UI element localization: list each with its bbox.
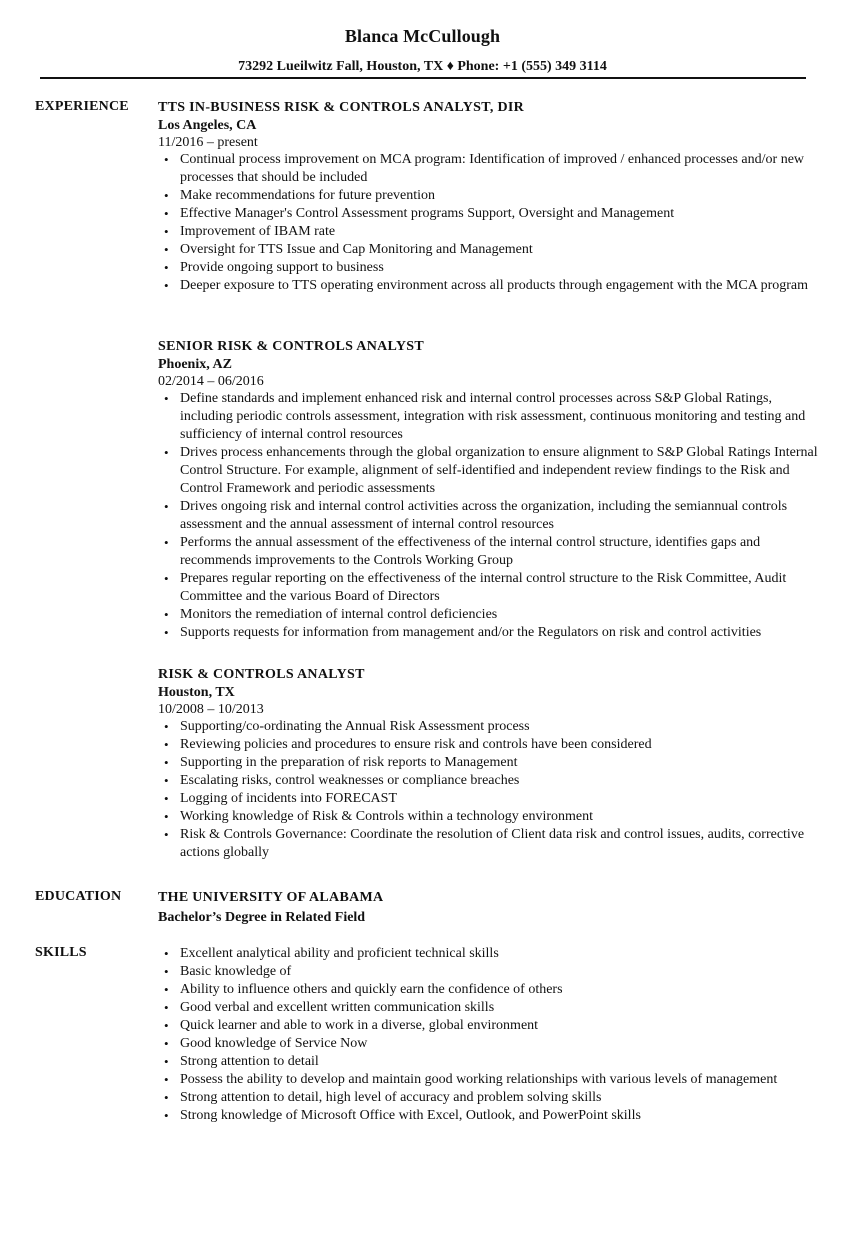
list-item: • Excellent analytical ability and proficient technical skills (180, 945, 818, 963)
job-title: RISK & CONTROLS ANALYST (158, 667, 365, 682)
job-location: Phoenix, AZ (158, 357, 232, 372)
job-dates: 10/2008 – 10/2013 (158, 702, 264, 717)
job-bullets (158, 390, 818, 642)
list-item: • Strong attention to detail, high level of accuracy and problem solving skills (180, 1089, 818, 1107)
job-bullets (158, 151, 818, 295)
list-item: • Good verbal and excellent written communication skills (180, 999, 818, 1017)
section-title-skills: SKILLS (35, 945, 87, 960)
list-item: • Provide ongoing support to business (180, 259, 818, 277)
list-item: • Good knowledge of Service Now (180, 1035, 818, 1053)
list-item: • Continual process improvement on MCA program: Identification of improved / enhanced processes and/or new processes that should be included (180, 151, 818, 187)
degree: Bachelor’s Degree in Related Field (158, 910, 366, 925)
list-item: • Oversight for TTS Issue and Cap Monitoring and Management (180, 241, 818, 259)
job-title: TTS IN-BUSINESS RISK & CONTROLS ANALYST, DIR (158, 100, 525, 115)
job-location: Houston, TX (158, 685, 235, 700)
list-item: • Risk & Controls Governance: Coordinate the resolution of Client data risk and control issues, audits, corrective actions globally (180, 826, 818, 862)
list-item: • Logging of incidents into FORECAST (180, 790, 818, 808)
section-title-education: EDUCATION (35, 889, 122, 904)
list-item: • Strong knowledge of Microsoft Office with Excel, Outlook, and PowerPoint skills (180, 1107, 818, 1125)
list-item: • Supporting/co-ordinating the Annual Risk Assessment process (180, 718, 818, 736)
list-item: • Drives process enhancements through the global organization to ensure alignment to S&P Global Ratings Internal Control Structure. For example, alignment of self-identified and independent review findings to the Risk and Control Framework and periodic assessments (180, 444, 818, 498)
list-item: • Reviewing policies and procedures to ensure risk and controls have been considered (180, 736, 818, 754)
list-item: • Improvement of IBAM rate (180, 223, 818, 241)
list-item: • Basic knowledge of (180, 963, 818, 981)
candidate-name: Blanca McCullough (344, 26, 501, 46)
list-item: • Strong attention to detail (180, 1053, 818, 1071)
skills-bullets (158, 945, 818, 1125)
education-entry (158, 889, 818, 927)
list-item: • Quick learner and able to work in a diverse, global environment (180, 1017, 818, 1035)
list-item: • Ability to influence others and quickly earn the confidence of others (180, 981, 818, 999)
job-dates: 02/2014 – 06/2016 (158, 374, 264, 389)
list-item: • Possess the ability to develop and maintain good working relationships with various levels of management (180, 1071, 818, 1089)
contact-line: 73292 Lueilwitz Fall, Houston, TX ♦ Phone: +1 (555) 349 3114 (238, 59, 607, 74)
job-entry (158, 666, 818, 862)
list-item: • Make recommendations for future prevention (180, 187, 818, 205)
list-item: • Prepares regular reporting on the effectiveness of the internal control structure to the Risk Committee, Audit Committee and the various Board of Directors (180, 570, 818, 606)
job-dates: 11/2016 – present (158, 135, 258, 150)
section-title-experience: EXPERIENCE (35, 99, 129, 114)
list-item: • Supporting in the preparation of risk reports to Management (180, 754, 818, 772)
job-title: SENIOR RISK & CONTROLS ANALYST (158, 339, 424, 354)
list-item: • Performs the annual assessment of the effectiveness of the internal control structure, identifies gaps and recommends improvements to the Controls Working Group (180, 534, 818, 570)
school-name: THE UNIVERSITY OF ALABAMA (158, 890, 384, 905)
job-entry (158, 99, 818, 295)
list-item: • Supports requests for information from management and/or the Regulators on risk and control activities (180, 624, 818, 642)
list-item: • Escalating risks, control weaknesses or compliance breaches (180, 772, 818, 790)
list-item: • Deeper exposure to TTS operating environment across all products through engagement with the MCA program (180, 277, 818, 295)
list-item: • Effective Manager's Control Assessment programs Support, Oversight and Management (180, 205, 818, 223)
list-item: • Monitors the remediation of internal control deficiencies (180, 606, 818, 624)
list-item: • Drives ongoing risk and internal control activities across the organization, including the semiannual controls assessment and the annual assessment of internal control resources (180, 498, 818, 534)
job-location: Los Angeles, CA (158, 118, 257, 133)
job-entry (158, 338, 818, 642)
job-bullets (158, 718, 818, 862)
header-divider (40, 77, 806, 79)
skills-list (158, 945, 818, 1125)
list-item: • Working knowledge of Risk & Controls within a technology environment (180, 808, 818, 826)
list-item: • Define standards and implement enhanced risk and internal control processes across S&P Global Ratings, including periodic controls assessment, integration with risk assessment, continuous monitoring and testing and sufficiency of internal control resources (180, 390, 818, 444)
